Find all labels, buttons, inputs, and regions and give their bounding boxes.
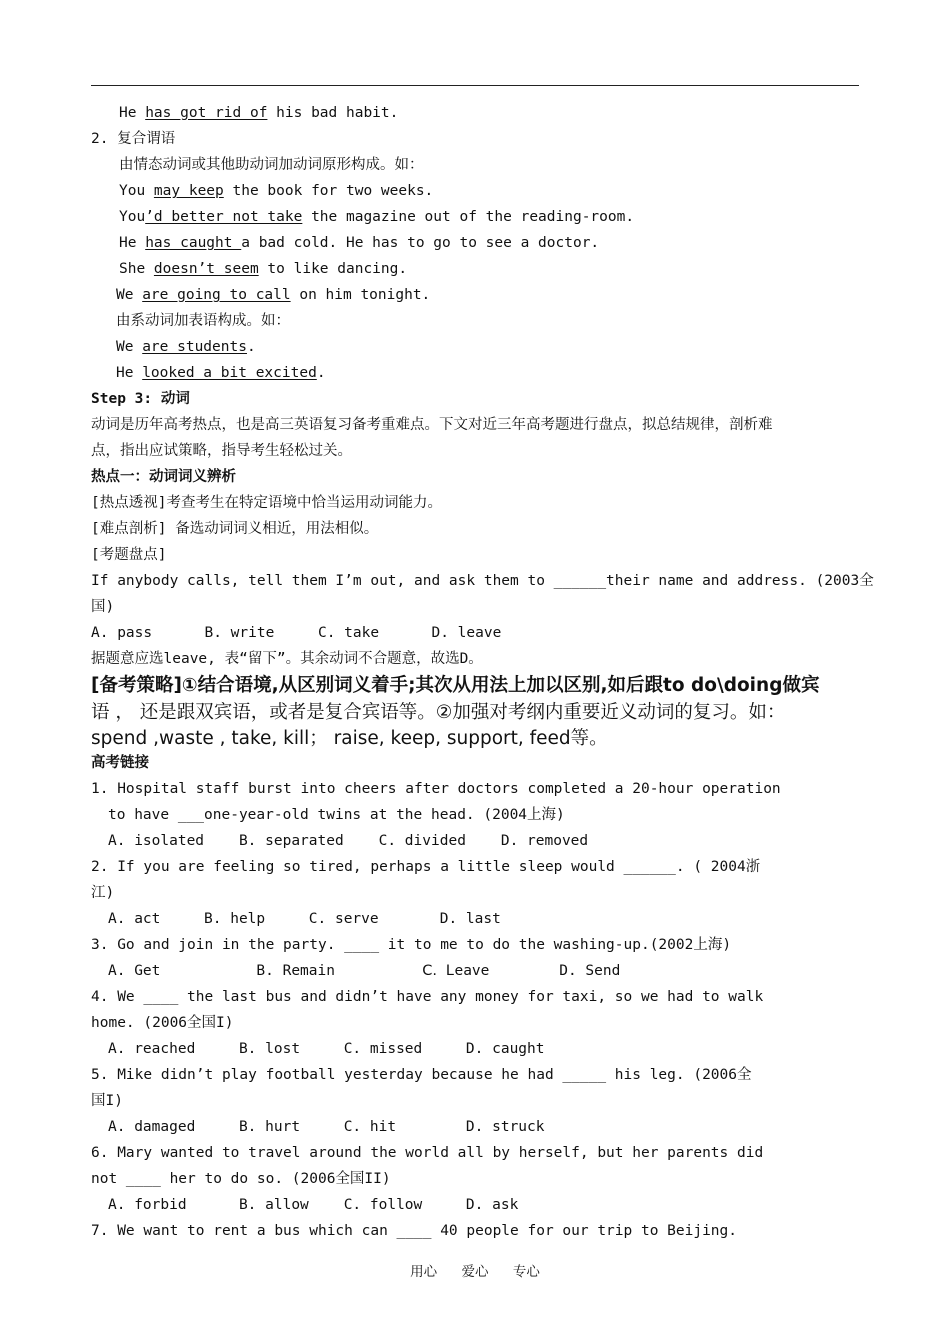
options-line: A. reached B. lost C. missed D. caught: [108, 1041, 545, 1057]
strategy-line: 语 ， 还是跟双宾语，或者是复合宾语等。②加强对考纲内重要近义动词的复习。如：: [91, 702, 786, 723]
question-line: 7. We want to rent a bus which can ____ 40 people for our trip to Beijing.: [91, 1223, 738, 1239]
strategy-line: spend ,waste , take, kill； raise, keep, support, feed等。: [91, 728, 608, 749]
link-heading: 高考链接: [91, 755, 149, 771]
options-line: A. Get B. Remain C. Leave D. Send: [108, 963, 621, 979]
question-line: 6. Mary wanted to travel around the world all by herself, but her parents did: [91, 1145, 764, 1161]
question-line: not ____ her to do so. (2006全国II): [91, 1171, 391, 1187]
example-line: She doesn’t seem to like dancing.: [119, 261, 408, 277]
text-line: [难点剖析] 备选动词词义相近，用法相似。: [91, 521, 379, 537]
example-line: We are students.: [116, 339, 256, 355]
answer-line: 据题意应选leave, 表“留下”。其余动词不合题意，故选D。: [91, 651, 483, 667]
paragraph-line: 动词是历年高考热点，也是高三英语复习备考重难点。下文对近三年高考题进行盘点，拟总结规律，剖析难: [91, 417, 773, 433]
question-line: 3. Go and join in the party. ____ it to me to do the washing-up.(2002上海): [91, 937, 732, 953]
question-line: 国I): [91, 1093, 123, 1109]
options-line: A. damaged B. hurt C. hit D. struck: [108, 1119, 545, 1135]
step-heading: Step 3: 动词: [91, 391, 190, 407]
question-line: to have ___one-year-old twins at the head. (2004上海): [108, 807, 565, 823]
example-line: He has got rid of his bad habit.: [119, 105, 399, 121]
paragraph-line: 点，指出应试策略，指导考生轻松过关。: [91, 443, 352, 459]
example-line: We are going to call on him tonight.: [116, 287, 431, 303]
header-rule: [91, 85, 859, 86]
text-line: 由系动词加表语构成。如：: [116, 313, 290, 329]
question-line: 江): [91, 885, 115, 901]
options-line: A. isolated B. separated C. divided D. removed: [108, 833, 589, 849]
options-line: A. act B. help C. serve D. last: [108, 911, 501, 927]
question-line: If anybody calls, tell them I’m out, and ask them to ______their name and address. (2003全: [91, 573, 874, 589]
question-line: 2. If you are feeling so tired, perhaps a little sleep would ______. ( 2004浙: [91, 859, 761, 875]
hotspot-heading: 热点一：动词词义辨析: [91, 469, 236, 485]
options-line: A. pass B. write C. take D. leave: [91, 625, 502, 641]
example-line: You may keep the book for two weeks.: [119, 183, 434, 199]
strategy-line: [备考策略]①结合语境,从区别词义着手;其次从用法上加以区别,如后跟to do\doing做宾: [91, 675, 820, 696]
section-heading: 2. 复合谓语: [91, 131, 176, 147]
question-line: home. (2006全国I): [91, 1015, 234, 1031]
page-footer: 用心 爱心 专心: [410, 1264, 540, 1280]
question-line: 国): [91, 599, 115, 615]
question-line: 4. We ____ the last bus and didn’t have any money for taxi, so we had to walk: [91, 989, 764, 1005]
example-line: He looked a bit excited.: [116, 365, 326, 381]
text-line: [考题盘点]: [91, 547, 167, 563]
options-line: A. forbid B. allow C. follow D. ask: [108, 1197, 519, 1213]
example-line: You’d better not take the magazine out of the reading-room.: [119, 209, 635, 225]
example-line: He has caught a bad cold. He has to go to see a doctor.: [119, 235, 600, 251]
question-line: 5. Mike didn’t play football yesterday because he had _____ his leg. (2006全: [91, 1067, 752, 1083]
question-line: 1. Hospital staff burst into cheers after doctors completed a 20-hour operation: [91, 781, 781, 797]
text-line: 由情态动词或其他助动词加动词原形构成。如：: [119, 157, 424, 173]
text-line: [热点透视]考查考生在特定语境中恰当运用动词能力。: [91, 495, 442, 511]
